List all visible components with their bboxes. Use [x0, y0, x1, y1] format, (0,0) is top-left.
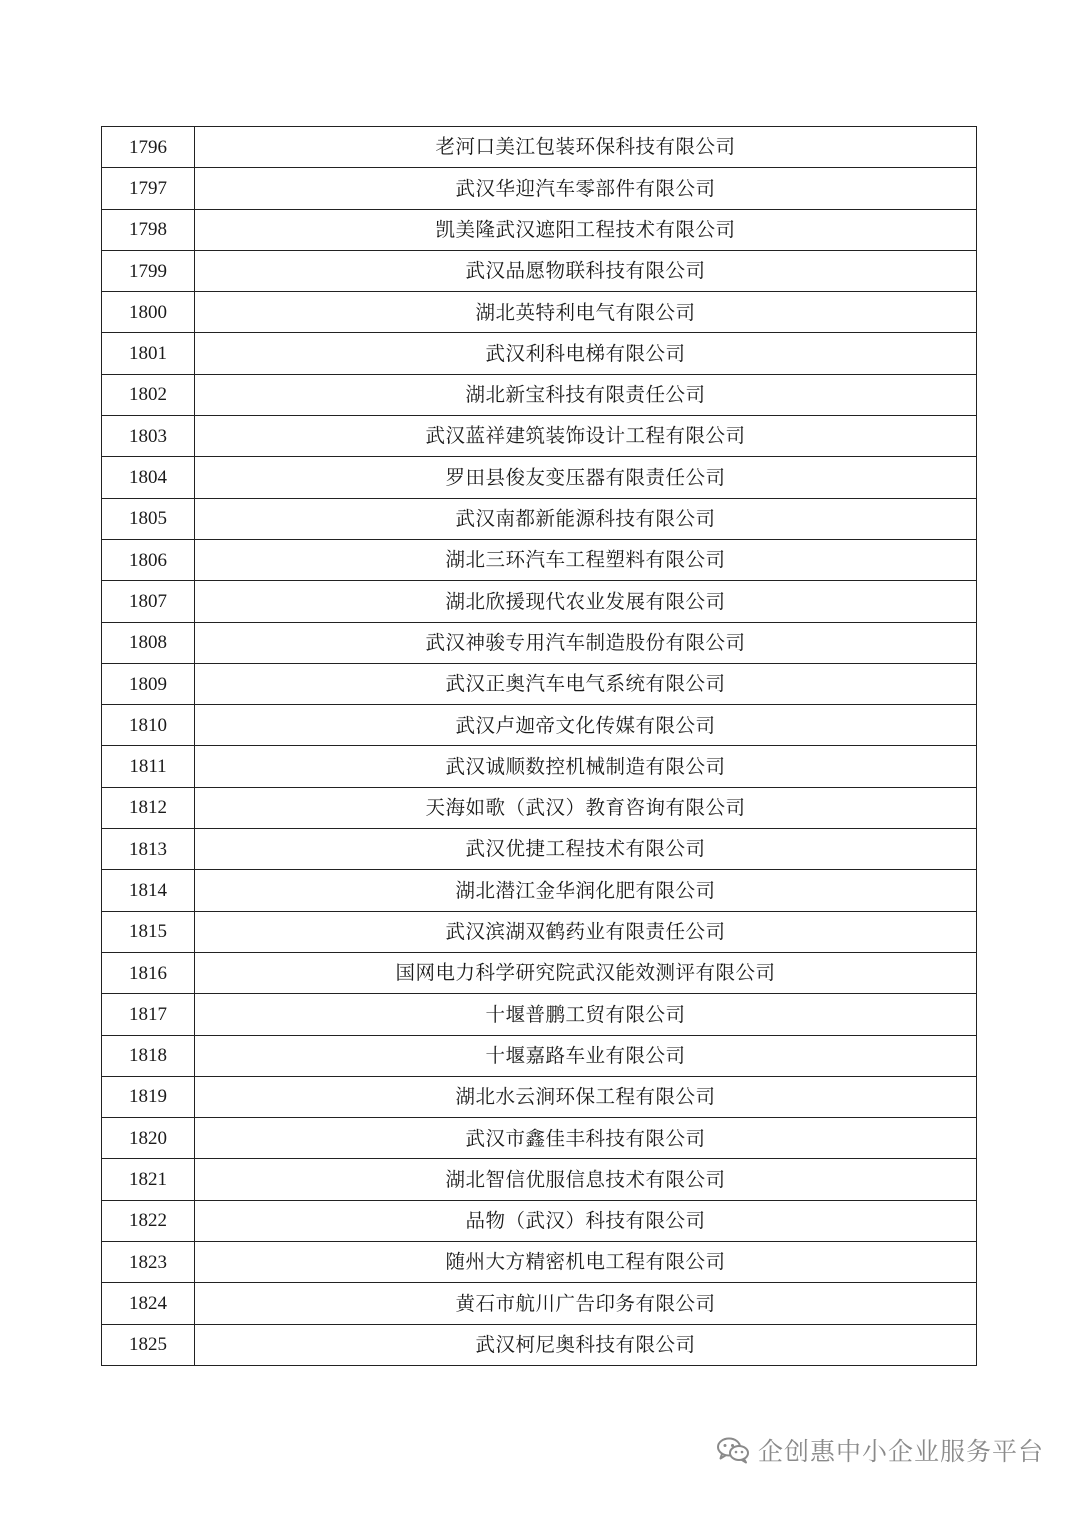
company-name-cell: 国网电力科学研究院武汉能效测评有限公司	[195, 952, 977, 993]
row-number-cell: 1813	[102, 829, 195, 870]
row-number-cell: 1822	[102, 1200, 195, 1241]
table-row	[102, 829, 977, 870]
company-name-cell: 湖北水云涧环保工程有限公司	[195, 1076, 977, 1117]
table-row	[102, 374, 977, 415]
company-name-cell: 武汉市鑫佳丰科技有限公司	[195, 1118, 977, 1159]
company-name-cell: 武汉卢迦帝文化传媒有限公司	[195, 705, 977, 746]
table-row	[102, 1200, 977, 1241]
company-name-cell: 武汉滨湖双鹤药业有限责任公司	[195, 911, 977, 952]
row-number-cell: 1800	[102, 292, 195, 333]
row-number-cell: 1820	[102, 1118, 195, 1159]
table-row	[102, 1159, 977, 1200]
table-row	[102, 498, 977, 539]
table-row	[102, 1324, 977, 1365]
table-row	[102, 333, 977, 374]
row-number-cell: 1816	[102, 952, 195, 993]
table-row	[102, 416, 977, 457]
row-number-cell: 1797	[102, 168, 195, 209]
row-number-cell: 1819	[102, 1076, 195, 1117]
row-number-cell: 1802	[102, 374, 195, 415]
table-row	[102, 1118, 977, 1159]
table-row	[102, 952, 977, 993]
row-number-cell: 1809	[102, 663, 195, 704]
table-row	[102, 168, 977, 209]
table-row	[102, 581, 977, 622]
company-name-cell: 十堰嘉路车业有限公司	[195, 1035, 977, 1076]
row-number-cell: 1808	[102, 622, 195, 663]
company-name-cell: 随州大方精密机电工程有限公司	[195, 1242, 977, 1283]
row-number-cell: 1817	[102, 994, 195, 1035]
company-name-cell: 老河口美江包装环保科技有限公司	[195, 127, 977, 168]
company-name-cell: 武汉品愿物联科技有限公司	[195, 250, 977, 291]
table-row	[102, 250, 977, 291]
row-number-cell: 1803	[102, 416, 195, 457]
company-name-cell: 武汉蓝祥建筑装饰设计工程有限公司	[195, 416, 977, 457]
table-row	[102, 1283, 977, 1324]
row-number-cell: 1825	[102, 1324, 195, 1365]
table-row	[102, 1076, 977, 1117]
table-row	[102, 870, 977, 911]
table-row	[102, 209, 977, 250]
row-number-cell: 1799	[102, 250, 195, 291]
row-number-cell: 1814	[102, 870, 195, 911]
row-number-cell: 1801	[102, 333, 195, 374]
wechat-icon	[716, 1436, 750, 1464]
company-name-cell: 武汉诚顺数控机械制造有限公司	[195, 746, 977, 787]
row-number-cell: 1818	[102, 1035, 195, 1076]
company-name-cell: 武汉南都新能源科技有限公司	[195, 498, 977, 539]
watermark-text: 企创惠中小企业服务平台	[757, 1437, 1044, 1466]
row-number-cell: 1811	[102, 746, 195, 787]
table-row	[102, 127, 977, 168]
row-number-cell: 1805	[102, 498, 195, 539]
company-name-cell: 武汉优捷工程技术有限公司	[195, 829, 977, 870]
company-name-cell: 品物（武汉）科技有限公司	[195, 1200, 977, 1241]
company-name-cell: 湖北智信优服信息技术有限公司	[195, 1159, 977, 1200]
table-row	[102, 911, 977, 952]
table-row	[102, 787, 977, 828]
watermark	[716, 1432, 1044, 1468]
row-number-cell: 1823	[102, 1242, 195, 1283]
row-number-cell: 1812	[102, 787, 195, 828]
company-name-cell: 天海如歌（武汉）教育咨询有限公司	[195, 787, 977, 828]
table-row	[102, 622, 977, 663]
table-row	[102, 705, 977, 746]
company-name-cell: 湖北新宝科技有限责任公司	[195, 374, 977, 415]
row-number-cell: 1821	[102, 1159, 195, 1200]
company-name-cell: 罗田县俊友变压器有限责任公司	[195, 457, 977, 498]
company-name-cell: 黄石市航川广告印务有限公司	[195, 1283, 977, 1324]
row-number-cell: 1824	[102, 1283, 195, 1324]
table-row	[102, 292, 977, 333]
company-name-cell: 湖北三环汽车工程塑料有限公司	[195, 539, 977, 580]
company-name-cell: 湖北潜江金华润化肥有限公司	[195, 870, 977, 911]
row-number-cell: 1807	[102, 581, 195, 622]
table-row	[102, 663, 977, 704]
row-number-cell: 1796	[102, 127, 195, 168]
company-name-cell: 武汉华迎汽车零部件有限公司	[195, 168, 977, 209]
table-body	[102, 127, 977, 1366]
table-row	[102, 539, 977, 580]
company-name-cell: 武汉柯尼奥科技有限公司	[195, 1324, 977, 1365]
table-row	[102, 1035, 977, 1076]
company-name-cell: 湖北英特利电气有限公司	[195, 292, 977, 333]
row-number-cell: 1804	[102, 457, 195, 498]
row-number-cell: 1815	[102, 911, 195, 952]
company-name-cell: 凯美隆武汉遮阳工程技术有限公司	[195, 209, 977, 250]
row-number-cell: 1806	[102, 539, 195, 580]
company-name-cell: 湖北欣援现代农业发展有限公司	[195, 581, 977, 622]
company-name-cell: 武汉利科电梯有限公司	[195, 333, 977, 374]
company-name-cell: 武汉神骏专用汽车制造股份有限公司	[195, 622, 977, 663]
row-number-cell: 1810	[102, 705, 195, 746]
table-row	[102, 1242, 977, 1283]
company-list-table	[101, 126, 977, 1366]
company-name-cell: 十堰普鹏工贸有限公司	[195, 994, 977, 1035]
table-row	[102, 746, 977, 787]
company-name-cell: 武汉正奥汽车电气系统有限公司	[195, 663, 977, 704]
table-row	[102, 457, 977, 498]
table-row	[102, 994, 977, 1035]
row-number-cell: 1798	[102, 209, 195, 250]
